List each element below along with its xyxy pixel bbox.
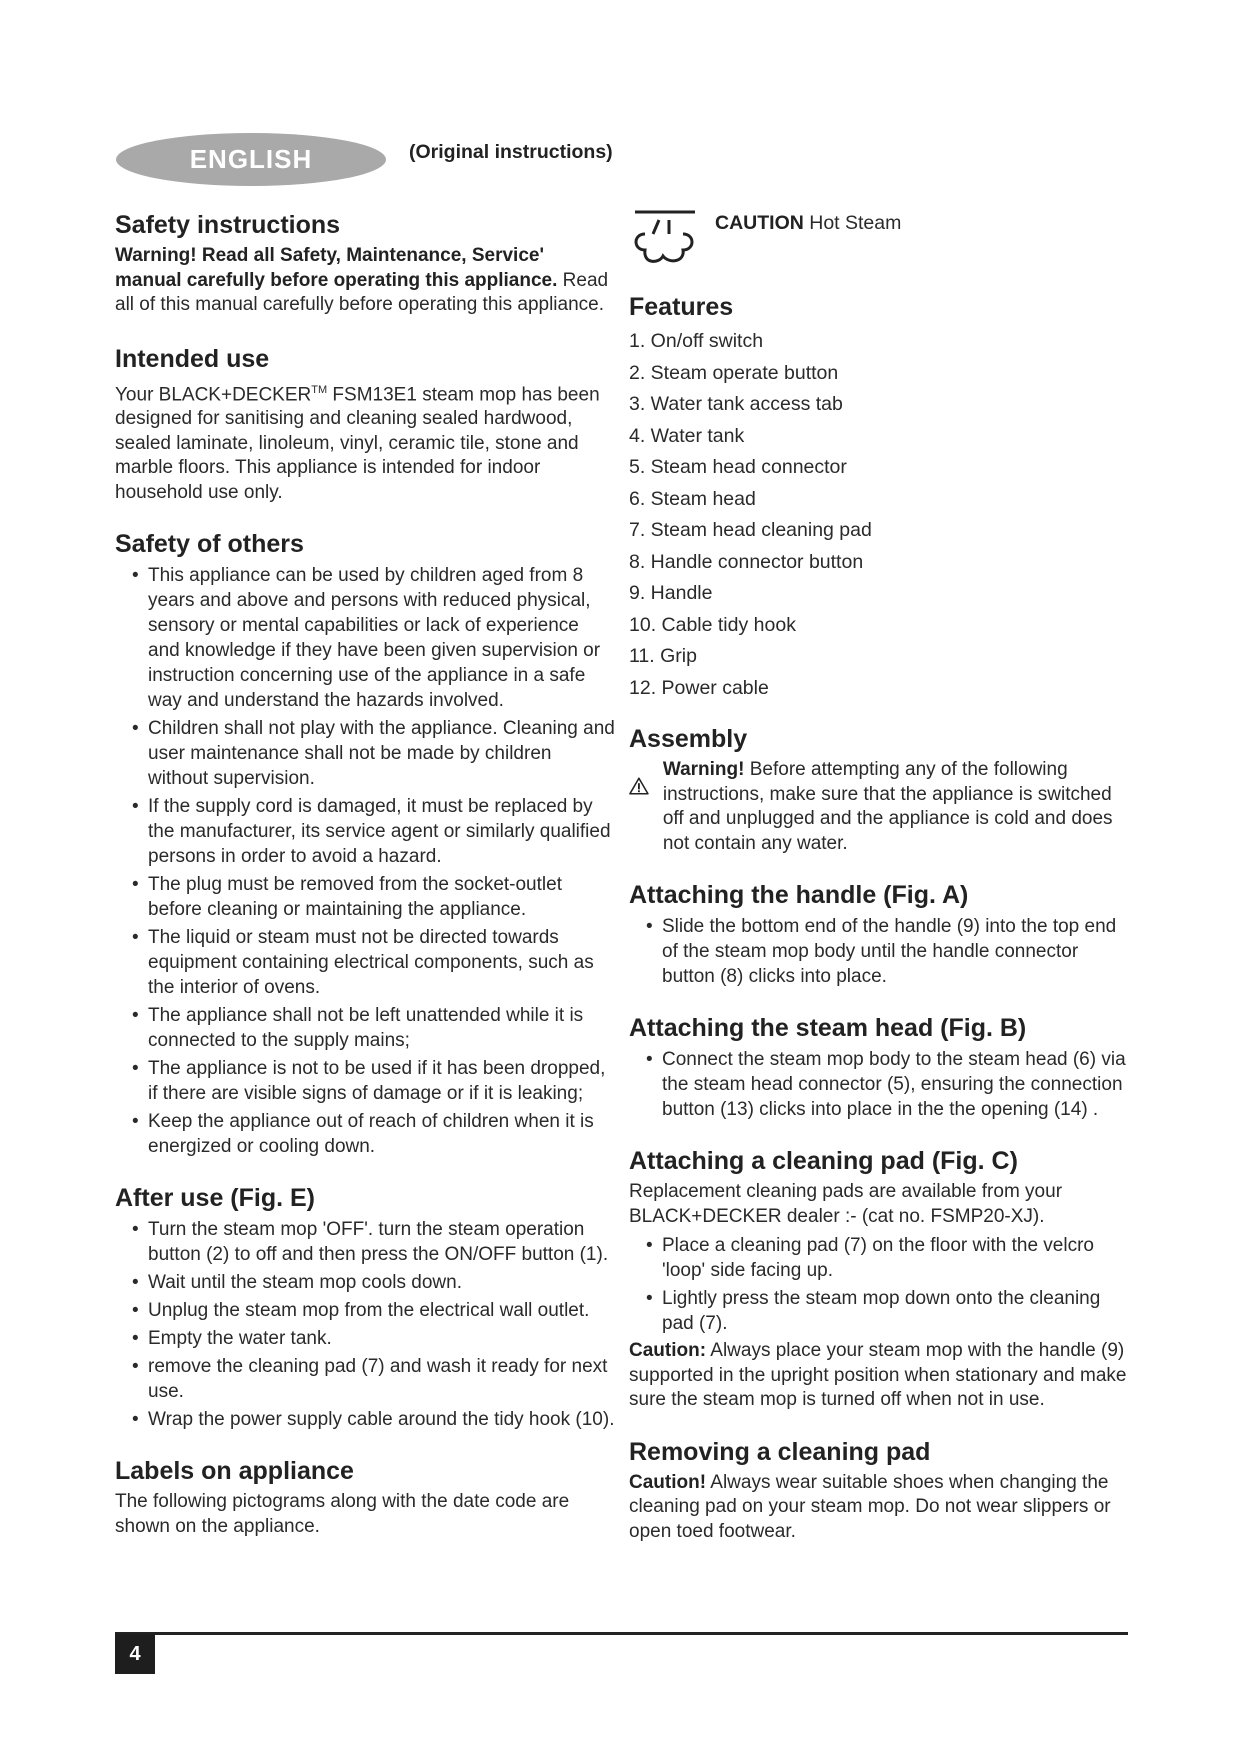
section-attach-head [629,1013,1129,1122]
remove-pad-caution [629,1471,1129,1545]
feature-item: 4. Water tank [629,424,745,447]
feature-item: 9. Handle [629,582,713,604]
heading-intended-use: Intended use [115,344,270,373]
attach-pad-caution [629,1339,1129,1413]
feature-item: 10. Cable tidy hook [629,613,796,636]
list-item: • The plug must be removed from the socket-outlet before cleaning or maintaining the appliance. [115,872,615,922]
attach-pad-list [629,1233,1129,1336]
section-attach-pad [629,1146,1129,1413]
feature-item: 6. Steam head [629,487,756,510]
list-item: • The appliance is not to be used if it has been dropped, if there are visible signs of damage or if it is leaking; [115,1056,615,1106]
list-item: • Wait until the steam mop cools down. [115,1270,615,1295]
list-item: • If the supply cord is damaged, it must be replaced by the manufacturer, its service agent or similarly qualified persons in order to avoid a hazard. [115,794,615,869]
language-badge [116,133,386,186]
assembly-warning [629,758,1129,856]
feature-item: 2. Steam operate button [629,361,839,384]
safety-of-others-list [115,563,615,1159]
attach-pad-caution-bold: Caution: [629,1340,707,1361]
trademark-mark: TM [311,383,328,396]
language-label: ENGLISH [189,144,313,174]
left-column [115,210,615,1565]
after-use-list [115,1217,615,1432]
intended-use-paragraph [115,378,615,506]
heading-attach-pad: Attaching a cleaning pad (Fig. C) [629,1147,1018,1175]
section-safety-instructions [115,210,615,318]
section-attach-handle [629,880,1129,989]
assembly-warning-bold: Warning! [662,759,745,780]
list-item: • Keep the appliance out of reach of children when it is energized or cooling down. [115,1109,615,1159]
safety-warning-paragraph [115,244,615,318]
section-features [629,292,1129,704]
list-item: • Connect the steam mop body to the steam head (6) via the steam head connector (5), ensuring the connection button (13) clicks into place in the the opening (14) . [629,1047,1129,1122]
heading-attach-head: Attaching the steam head (Fig. B) [629,1014,1027,1042]
warning-triangle-icon [629,758,649,814]
section-intended-use [115,344,615,506]
remove-pad-caution-bold: Caution! [629,1471,707,1493]
list-item: • Slide the bottom end of the handle (9) into the top end of the steam mop body until the handle connector button (8) clicks into place. [629,914,1129,989]
footer-rule [115,1632,1128,1635]
list-item: • The appliance shall not be left unattended while it is connected to the supply mains; [115,1003,615,1053]
section-assembly [629,724,1129,856]
list-item: • This appliance can be used by children aged from 8 years and above and persons with reduced physical, sensory or mental capabilities or lack of experience and knowledge if they have been given supervision or instruction concerning use of the appliance in a safe way and understand the hazards involved. [115,563,615,713]
list-item: • Turn the steam mop 'OFF'. turn the steam operation button (2) to off and then press the ON/OFF button (1). [115,1217,615,1267]
heading-remove-pad: Removing a cleaning pad [629,1437,931,1466]
list-item: • The liquid or steam must not be directed towards equipment containing electrical components, such as the interior of ovens. [115,925,615,1000]
remove-pad-caution-rest: Always wear suitable shoes when changing the cleaning pad on your steam mop. Do not wear slippers or open toed footwear. [629,1471,1111,1542]
original-instructions-label: (Original instructions) [409,141,613,163]
features-list [629,326,1129,704]
intended-use-post: FSM13E1 steam mop has been designed for sanitising and cleaning sealed hardwood, sealed laminate, linoleum, vinyl, ceramic tile, stone and marble floors. This appliance is intended for indoor household use only. [115,383,600,503]
list-item: • Lightly press the steam mop down onto the cleaning pad (7). [629,1286,1129,1336]
page-number-box [115,1634,155,1674]
page-number: 4 [129,1642,141,1665]
list-item: • remove the cleaning pad (7) and wash it ready for next use. [115,1354,615,1404]
heading-attach-handle: Attaching the handle (Fig. A) [629,881,969,909]
section-remove-pad [629,1437,1129,1545]
attach-handle-list [629,914,1129,989]
section-safety-of-others [115,529,615,1159]
assembly-warning-text [663,758,1129,856]
attach-head-list [629,1047,1129,1122]
caution-word: CAUTION [715,212,804,234]
list-item: • Empty the water tank. [115,1326,615,1351]
list-item: • Wrap the power supply cable around the tidy hook (10). [115,1407,615,1432]
heading-assembly: Assembly [629,725,748,753]
safety-warning-rest: Read all of this manual carefully before operating this appliance. [115,269,609,315]
heading-after-use: After use (Fig. E) [115,1184,316,1213]
feature-item: 12. Power cable [629,676,769,699]
intended-use-pre: Your BLACK+DECKER [115,383,312,405]
right-column [629,210,1129,1570]
feature-item: 1. On/off switch [629,330,764,352]
heading-features: Features [629,293,734,321]
caution-hot-steam-text [715,212,901,235]
heading-safety-instructions: Safety instructions [115,211,341,239]
assembly-warning-rest: Before attempting any of the following instructions, make sure that the appliance is switched off and unplugged and the appliance is cold and does not contain any water. [662,759,1113,854]
attach-pad-intro: Replacement cleaning pads are available from your BLACK+DECKER dealer :- (cat no. FSMP20-XJ). [629,1181,1063,1227]
hot-steam-icon [629,210,701,266]
feature-item: 11. Grip [629,645,697,667]
list-item: • Unplug the steam mop from the electrical wall outlet. [115,1298,615,1323]
list-item: • Children shall not play with the appliance. Cleaning and user maintenance shall not be made by children without supervision. [115,716,615,791]
labels-paragraph: The following pictograms along with the date code are shown on the appliance. [115,1491,570,1537]
safety-warning-bold: Warning! Read all Safety, Maintenance, Service' manual carefully before operating this appliance. [115,245,558,291]
feature-item: 7. Steam head cleaning pad [629,519,872,541]
feature-item: 3. Water tank access tab [629,393,843,415]
section-labels [115,1456,615,1539]
caution-hot-steam [629,210,1129,266]
hot-steam-word: Hot Steam [803,212,902,234]
feature-item: 5. Steam head connector [629,456,847,478]
list-item: • Place a cleaning pad (7) on the floor with the velcro 'loop' side facing up. [629,1233,1129,1283]
feature-item: 8. Handle connector button [629,550,864,573]
heading-safety-of-others: Safety of others [115,530,304,559]
heading-labels: Labels on appliance [115,1457,354,1486]
attach-pad-caution-rest: Always place your steam mop with the handle (9) supported in the upright position when stationary and make sure the steam mop is turned off when not in use. [629,1340,1127,1410]
section-after-use [115,1183,615,1432]
